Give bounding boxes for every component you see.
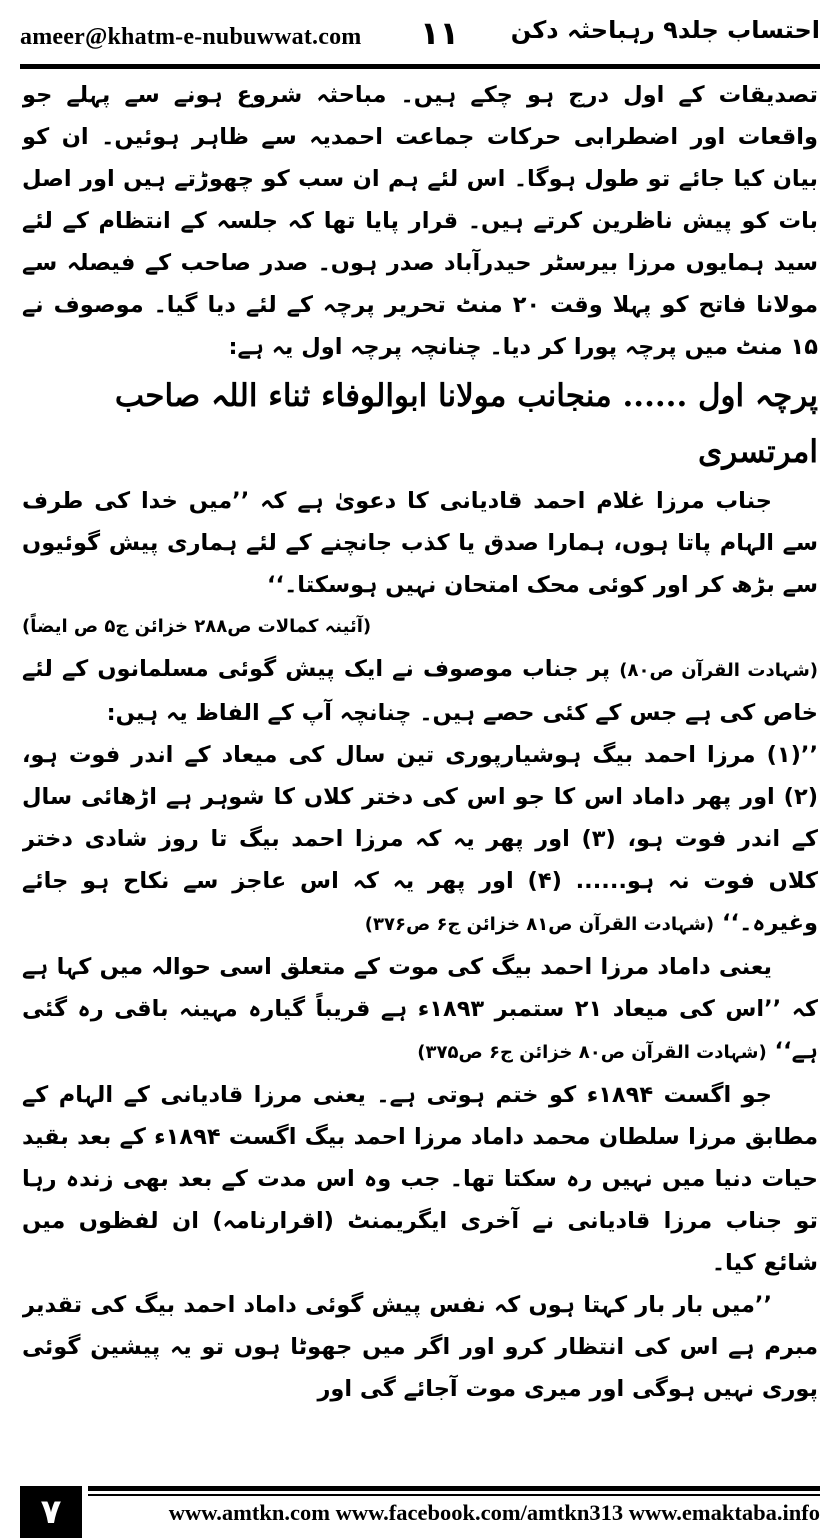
prophecy-quote-text: ’’(۱) مرزا احمد بیگ ہوشیارپوری تین سال کی میعاد کے اندر فوت ہو، (۲) اور پھر داماد اس کا جو اس کی دختر کلاں کا شوہر ہے اڑھائی سال کے اندر فوت ہو، (۳) اور پھر یہ کہ مرزا احمد بیگ تا روز شادی دختر کلاں فوت نہ ہو...... (۴) اور پھر یہ کہ اس عاجز سے نکاح ہو جائے وغیرہ۔‘‘ <box>22 742 818 936</box>
header-divider <box>20 64 820 69</box>
section-heading: پرچہ اول ...... منجانب مولانا ابوالوفاء ثناء اللہ صاحب امرتسری <box>114 378 818 470</box>
reference-shahadat-80b: (شہادت القرآن ص۸۰ خزائن ج۶ ص۳۷۵) <box>417 1042 767 1063</box>
paragraph-prophecy-text: پر جناب موصوف نے ایک پیش گوئی مسلمانوں کے لئے خاص کی ہے جس کے کئی حصے ہیں۔ چنانچہ آپ کے الفاظ یہ ہیں: <box>22 656 818 726</box>
header-book-title: احتساب جلد۹ رہباحثہ دکن <box>510 16 820 44</box>
header-page-marker: ۱۱ <box>420 14 460 52</box>
paragraph-final-quote: ’’میں بار بار کہتا ہوں کہ نفس پیش گوئی داماد احمد بیگ کی تقدیر مبرم ہے اس کی انتظار کرو اور اگر میں جھوٹا ہوں تو یہ پیشین گوئی پوری نہیں ہوگی اور میری موت آجائے گی اور <box>22 1292 818 1402</box>
paragraph-son-in-law <box>22 946 818 1074</box>
paragraph-prophecy-quote <box>22 734 818 946</box>
footer-page-number: ۷ <box>20 1486 82 1538</box>
footer-website-links: www.amtkn.com www.facebook.com/amtkn313 www.emaktaba.info <box>168 1500 820 1525</box>
paragraph-agreement: جو اگست ۱۸۹۴ء کو ختم ہوتی ہے۔ یعنی مرزا قادیانی کے الہام کے مطابق مرزا سلطان محمد داماد مرزا احمد بیگ اگست ۱۸۹۴ء کے بعد بقید حیات دنیا میں نہیں رہ سکتا تھا۔ جب وہ اس مدت کے بعد بھی زندہ رہا تو جناب مرزا قادیانی نے آخری ایگریمنٹ (اقرارنامہ) ان لفظوں میں شائع کیا۔ <box>22 1082 818 1276</box>
reference-ayina-kamalat: (آئینہ کمالات ص۲۸۸ خزائن ج۵ ص ایضاً) <box>22 616 372 637</box>
paragraph-prophecy-intro <box>22 648 818 734</box>
header-email: ameer@khatm-e-nubuwwat.com <box>20 24 362 50</box>
paragraph-intro: تصدیقات کے اول درج ہو چکے ہیں۔ مباحثہ شروع ہونے سے پہلے جو واقعات اور اضطرابی حرکات جماعت احمدیہ سے ظاہر ہوئیں۔ ان کو بیان کیا جائے تو طول ہوگا۔ اس لئے ہم ان سب کو چھوڑتے ہیں اور اصل بات کو پیش ناظرین کرتے ہیں۔ قرار پایا تھا کہ جلسہ کے انتظام کے لئے سید ہمایوں مرزا بیرسٹر حیدرآباد صدر ہوں۔ صدر صاحب کے فیصلہ سے مولانا فاتح کو پہلا وقت ۲۰ منٹ تحریر پرچہ کے لئے دیا گیا۔ موصوف نے ۱۵ منٹ میں پرچہ پورا کر دیا۔ چنانچہ پرچہ اول یہ ہے: <box>22 82 818 360</box>
reference-shahadat-80: (شہادت القرآن ص۸۰) <box>619 660 818 681</box>
paragraph-claim: جناب مرزا غلام احمد قادیانی کا دعویٰ ہے کہ ’’میں خدا کی طرف سے الہام پاتا ہوں، ہمارا صدق یا کذب جانچنے کے لئے ہماری پیش گوئیوں سے بڑھ کر اور کوئی محک امتحان نہیں ہوسکتا۔‘‘ <box>22 488 818 598</box>
page-body <box>22 74 818 1454</box>
page-header <box>20 14 820 60</box>
reference-shahadat-81: (شہادت القرآن ص۸۱ خزائن ج۶ ص۳۷۶) <box>364 914 715 935</box>
son-in-law-text: یعنی داماد مرزا احمد بیگ کی موت کے متعلق اسی حوالہ میں کہا ہے کہ ’’اس کی میعاد ۲۱ ستمبر ۱۸۹۳ء ہے قریباً گیارہ مہینہ باقی رہ گئی ہے‘‘ <box>22 954 818 1064</box>
footer-divider-thin <box>88 1494 820 1496</box>
footer-divider-thick <box>88 1486 820 1491</box>
